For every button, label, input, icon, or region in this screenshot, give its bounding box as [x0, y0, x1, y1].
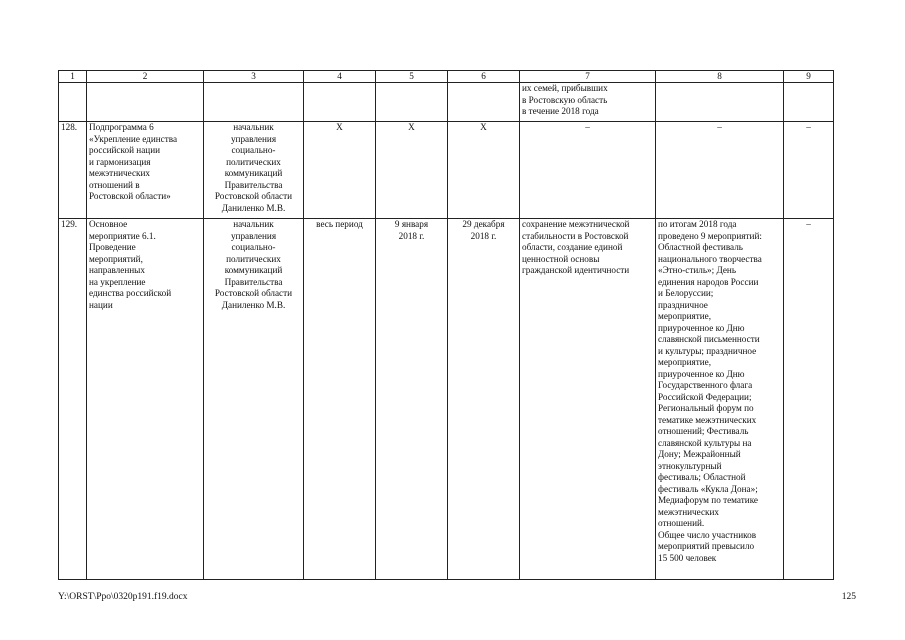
table-row-continuation	[59, 83, 834, 122]
row-number: 129.	[59, 219, 87, 580]
cell-empty	[59, 83, 87, 122]
activity-name: Основное мероприятие 6.1. Проведение мероприятий, направленных на укрепление единства российской нации	[87, 219, 204, 580]
period-cell: весь период	[304, 219, 376, 580]
column-number-header	[59, 71, 834, 83]
header-cell-7: 7	[520, 71, 656, 83]
cell-empty	[376, 83, 448, 122]
header-cell-8: 8	[656, 71, 784, 83]
note-cell: –	[784, 219, 834, 580]
table-row-128	[59, 122, 834, 219]
responsible-person: начальник управления социально- политических коммуникаций Правительства Ростовской области Даниленко М.В.	[204, 122, 304, 219]
cell-empty	[204, 83, 304, 122]
continuation-result-text: их семей, прибывших в Ростовскую область в течение 2018 года	[520, 83, 656, 122]
cell-empty	[87, 83, 204, 122]
table-row-129	[59, 219, 834, 580]
cell-empty	[304, 83, 376, 122]
header-cell-3: 3	[204, 71, 304, 83]
file-path-footer: Y:\ORST\Ppo\0320p191.f19.docx	[58, 592, 188, 602]
note-cell: –	[784, 122, 834, 219]
header-cell-9: 9	[784, 71, 834, 83]
cell-empty	[448, 83, 520, 122]
header-cell-5: 5	[376, 71, 448, 83]
header-cell-6: 6	[448, 71, 520, 83]
end-date-cell: 29 декабря 2018 г.	[448, 219, 520, 580]
start-date-cell: 9 января 2018 г.	[376, 219, 448, 580]
expected-result-cell: –	[520, 122, 656, 219]
expected-result-cell: сохранение межэтнической стабильности в Ростовской области, создание единой ценностной основы гражданской идентичности	[520, 219, 656, 580]
actual-result-cell: по итогам 2018 года проведено 9 мероприятий: Областной фестиваль национального творчества «Этно-стиль»; День единения народов России и Белоруссии; праздничное мероприятие, приуроченное ко Дню славянской письменности и культуры; праздничное мероприятие, приуроченное ко Дню Государственного флага Российской Федерации; Региональный форум по тематике межэтнических отношений; Фестиваль славянской культуры на Дону; Межрайонный этнокультурный фестиваль; Областной фестиваль «Кукла Дона»; Медиафорум по тематике межэтнических отношений. Общее число участников мероприятий превысило 15 500 человек	[656, 219, 784, 580]
end-date-cell: Х	[448, 122, 520, 219]
report-table	[58, 70, 834, 580]
period-cell: Х	[304, 122, 376, 219]
actual-result-cell: –	[656, 122, 784, 219]
subprogram-name: Подпрограмма 6 «Укрепление единства российской нации и гармонизация межэтнических отношений в Ростовской области»	[87, 122, 204, 219]
row-number: 128.	[59, 122, 87, 219]
header-cell-4: 4	[304, 71, 376, 83]
header-cell-2: 2	[87, 71, 204, 83]
page-number: 125	[841, 592, 856, 602]
cell-empty	[656, 83, 784, 122]
responsible-person: начальник управления социально- политических коммуникаций Правительства Ростовской области Даниленко М.В.	[204, 219, 304, 580]
cell-empty	[784, 83, 834, 122]
start-date-cell: Х	[376, 122, 448, 219]
header-cell-1: 1	[59, 71, 87, 83]
